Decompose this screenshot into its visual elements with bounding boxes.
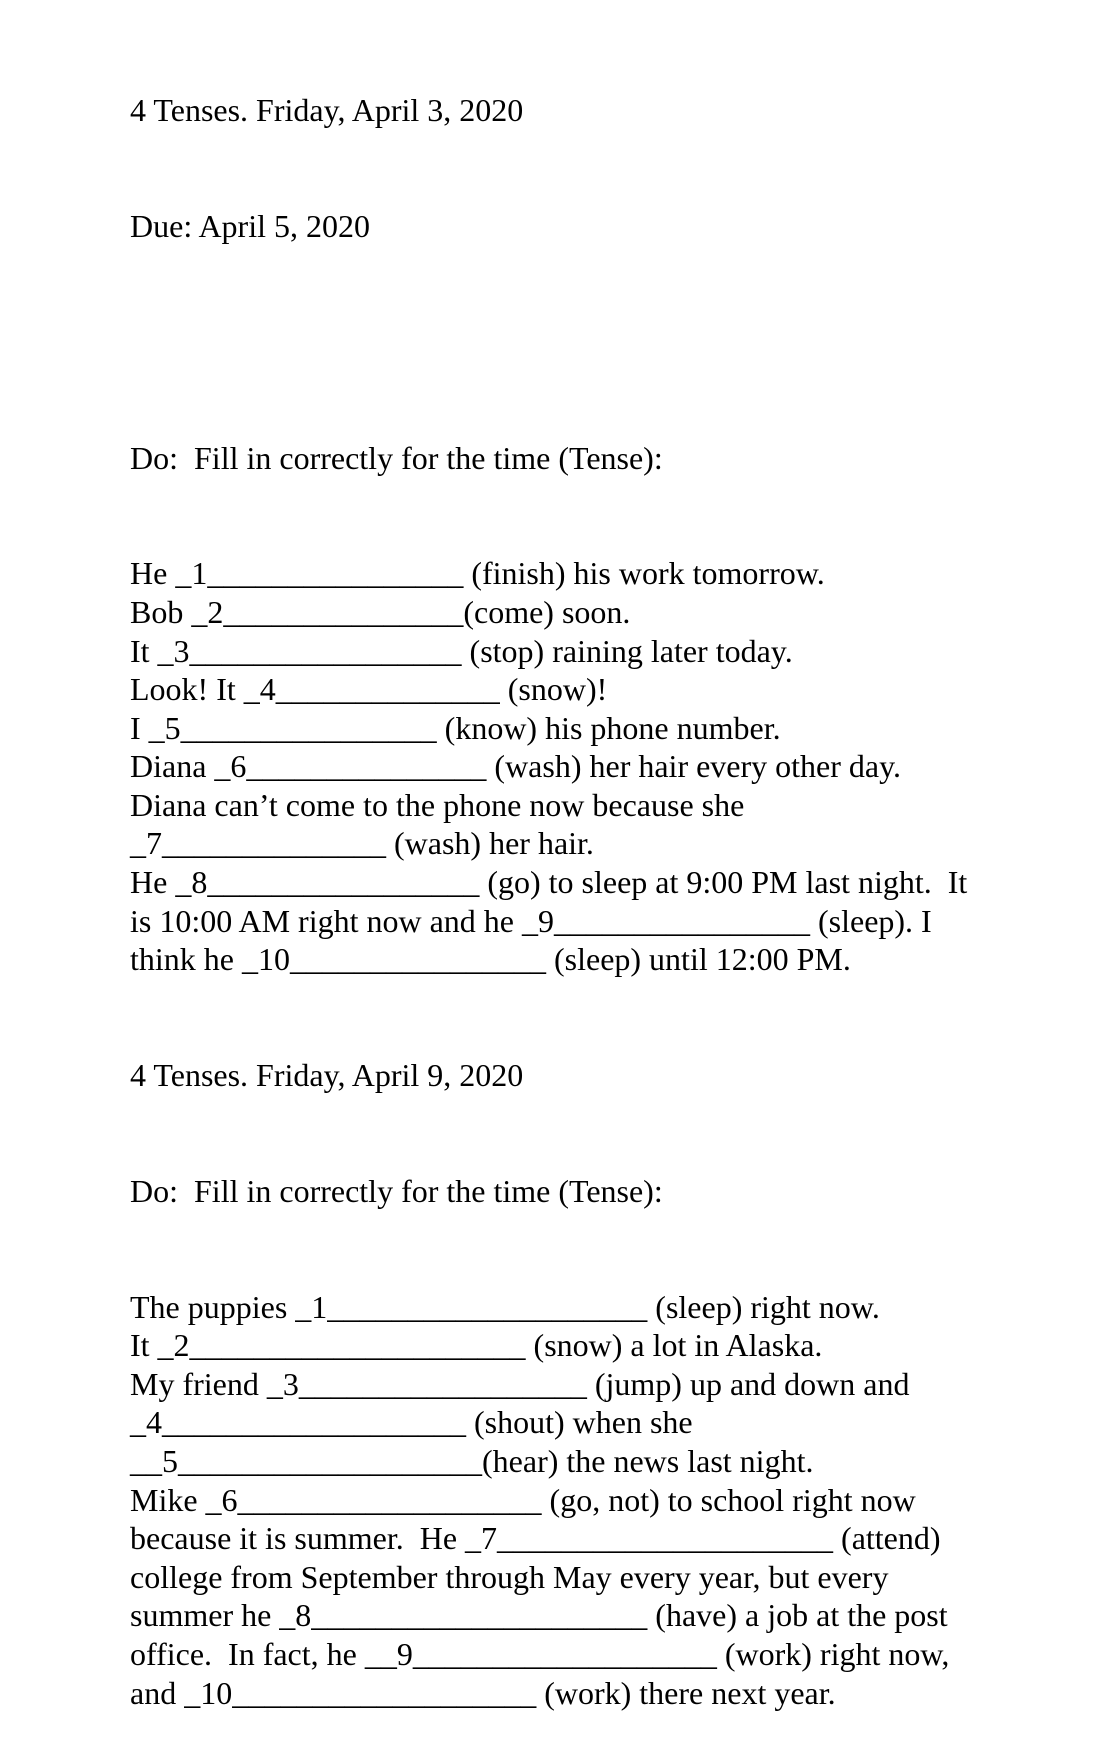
exercise-line: He _1________________ (finish) his work tomorrow.	[130, 555, 825, 592]
exercise-line: office. In fact, he __9___________________ (work) right now,	[130, 1635, 950, 1672]
instruction-2: Do: Fill in correctly for the time (Tense):	[130, 1172, 663, 1209]
worksheet-title: 4 Tenses. Friday, April 3, 2020	[130, 92, 524, 129]
exercise-line: college from September through May every year, but every	[130, 1558, 889, 1595]
exercise-line: I _5________________ (know) his phone number.	[130, 709, 781, 746]
exercise-line: Bob _2_______________(come) soon.	[130, 593, 631, 630]
exercise-line: and _10___________________ (work) there next year.	[130, 1674, 836, 1711]
exercise-line: It _2_____________________ (snow) a lot in Alaska.	[130, 1327, 823, 1364]
blank-line	[130, 323, 967, 362]
exercise-line: Look! It _4______________ (snow)!	[130, 671, 608, 708]
exercise-line: because it is summer. He _7_____________________ (attend)	[130, 1520, 941, 1557]
instruction: Do: Fill in correctly for the time (Tense):	[130, 439, 663, 476]
due-date: Due: April 5, 2020	[130, 207, 370, 244]
worksheet	[130, 14, 967, 1751]
exercise-line: summer he _8_____________________ (have) a job at the post	[130, 1597, 948, 1634]
worksheet-title-2: 4 Tenses. Friday, April 9, 2020	[130, 1057, 524, 1094]
exercise-part-1	[130, 554, 967, 979]
exercise-line: think he _10________________ (sleep) until 12:00 PM.	[130, 941, 851, 978]
exercise-line: Diana can’t come to the phone now because she	[130, 786, 745, 823]
exercise-line: Diana _6_______________ (wash) her hair every other day.	[130, 748, 902, 785]
exercise-line: __5___________________(hear) the news last night.	[130, 1442, 814, 1479]
exercise-line: My friend _3__________________ (jump) up and down and	[130, 1365, 910, 1402]
exercise-line: The puppies _1____________________ (sleep) right now.	[130, 1288, 880, 1325]
exercise-line: Mike _6___________________ (go, not) to school right now	[130, 1481, 916, 1518]
exercise-line: It _3_________________ (stop) raining later today.	[130, 632, 793, 669]
exercise-line: _7______________ (wash) her hair.	[130, 825, 594, 862]
exercise-part-2	[130, 1288, 967, 1713]
exercise-line: _4___________________ (shout) when she	[130, 1404, 693, 1441]
exercise-line: is 10:00 AM right now and he _9________________ (sleep). I	[130, 902, 932, 939]
exercise-line: He _8_________________ (go) to sleep at 9:00 PM last night. It	[130, 864, 968, 901]
